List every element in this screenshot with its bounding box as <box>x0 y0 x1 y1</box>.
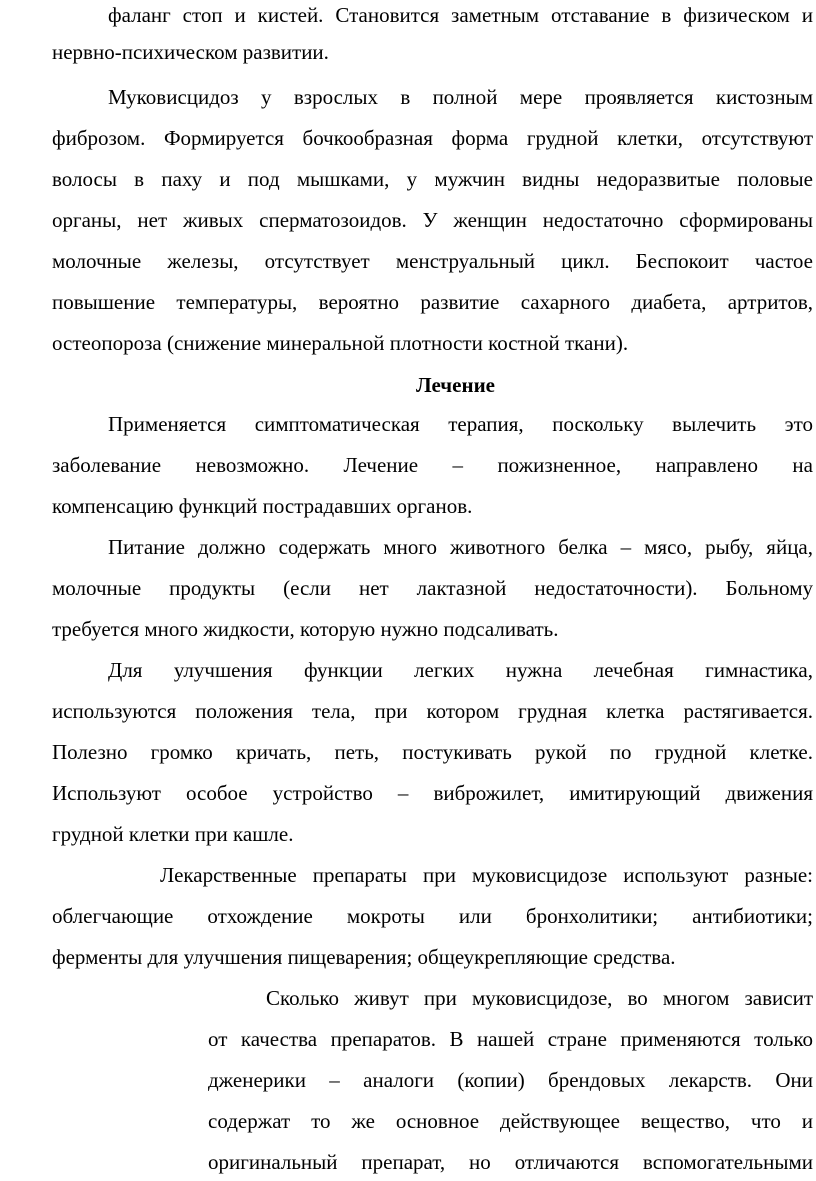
paragraph-line: содержат то же основное действующее вещество, что и <box>208 1109 813 1133</box>
paragraph-line: оригинальный препарат, но отличаются вспомогательными <box>208 1150 813 1174</box>
paragraph-line: ферменты для улучшения пищеварения; общеукрепляющие средства. <box>52 945 676 969</box>
paragraph-line: от качества препаратов. В нашей стране применяются только <box>208 1027 813 1051</box>
paragraph-line: Муковисцидоз у взрослых в полной мере проявляется кистозным <box>108 85 813 109</box>
section-heading: Лечение <box>416 373 495 397</box>
paragraph-line: Полезно громко кричать, петь, постукивать рукой по грудной клетке. <box>52 740 813 764</box>
paragraph-line: используются положения тела, при котором грудная клетка растягивается. <box>52 699 813 723</box>
paragraph-line: повышение температуры, вероятно развитие сахарного диабета, артритов, <box>52 290 813 314</box>
paragraph-line: Применяется симптоматическая терапия, поскольку вылечить это <box>108 412 813 436</box>
paragraph-line: грудной клетки при кашле. <box>52 822 294 846</box>
paragraph-line: Сколько живут при муковисцидозе, во многом зависит <box>266 986 813 1010</box>
paragraph-line: требуется много жидкости, которую нужно подсаливать. <box>52 617 559 641</box>
paragraph-line: остеопороза (снижение минеральной плотности костной ткани). <box>52 331 629 355</box>
paragraph-line: Питание должно содержать много животного белка – мясо, рыбу, яйца, <box>108 535 813 559</box>
paragraph-line: Лекарственные препараты при муковисцидозе используют разные: <box>160 863 813 887</box>
paragraph-line: компенсацию функций пострадавших органов. <box>52 494 473 518</box>
paragraph-line: Для улучшения функции легких нужна лечебная гимнастика, <box>108 658 813 682</box>
paragraph-line: нервно-психическом развитии. <box>52 40 329 64</box>
paragraph-line: облегчающие отхождение мокроты или бронхолитики; антибиотики; <box>52 904 813 928</box>
paragraph-line: молочные железы, отсутствует менструальный цикл. Беспокоит частое <box>52 249 813 273</box>
paragraph-line: фаланг стоп и кистей. Становится заметным отставание в физическом и <box>108 3 813 27</box>
paragraph-line: молочные продукты (если нет лактазной недостаточности). Больному <box>52 576 813 600</box>
paragraph-line: органы, нет живых сперматозоидов. У женщин недостаточно сформированы <box>52 208 813 232</box>
paragraph-line: заболевание невозможно. Лечение – пожизненное, направлено на <box>52 453 813 477</box>
paragraph-line: фиброзом. Формируется бочкообразная форма грудной клетки, отсутствуют <box>52 126 813 150</box>
paragraph-line: Используют особое устройство – виброжилет, имитирующий движения <box>52 781 813 805</box>
paragraph-line: дженерики – аналоги (копии) брендовых лекарств. Они <box>208 1068 813 1092</box>
paragraph-line: волосы в паху и под мышками, у мужчин видны недоразвитые половые <box>52 167 813 191</box>
